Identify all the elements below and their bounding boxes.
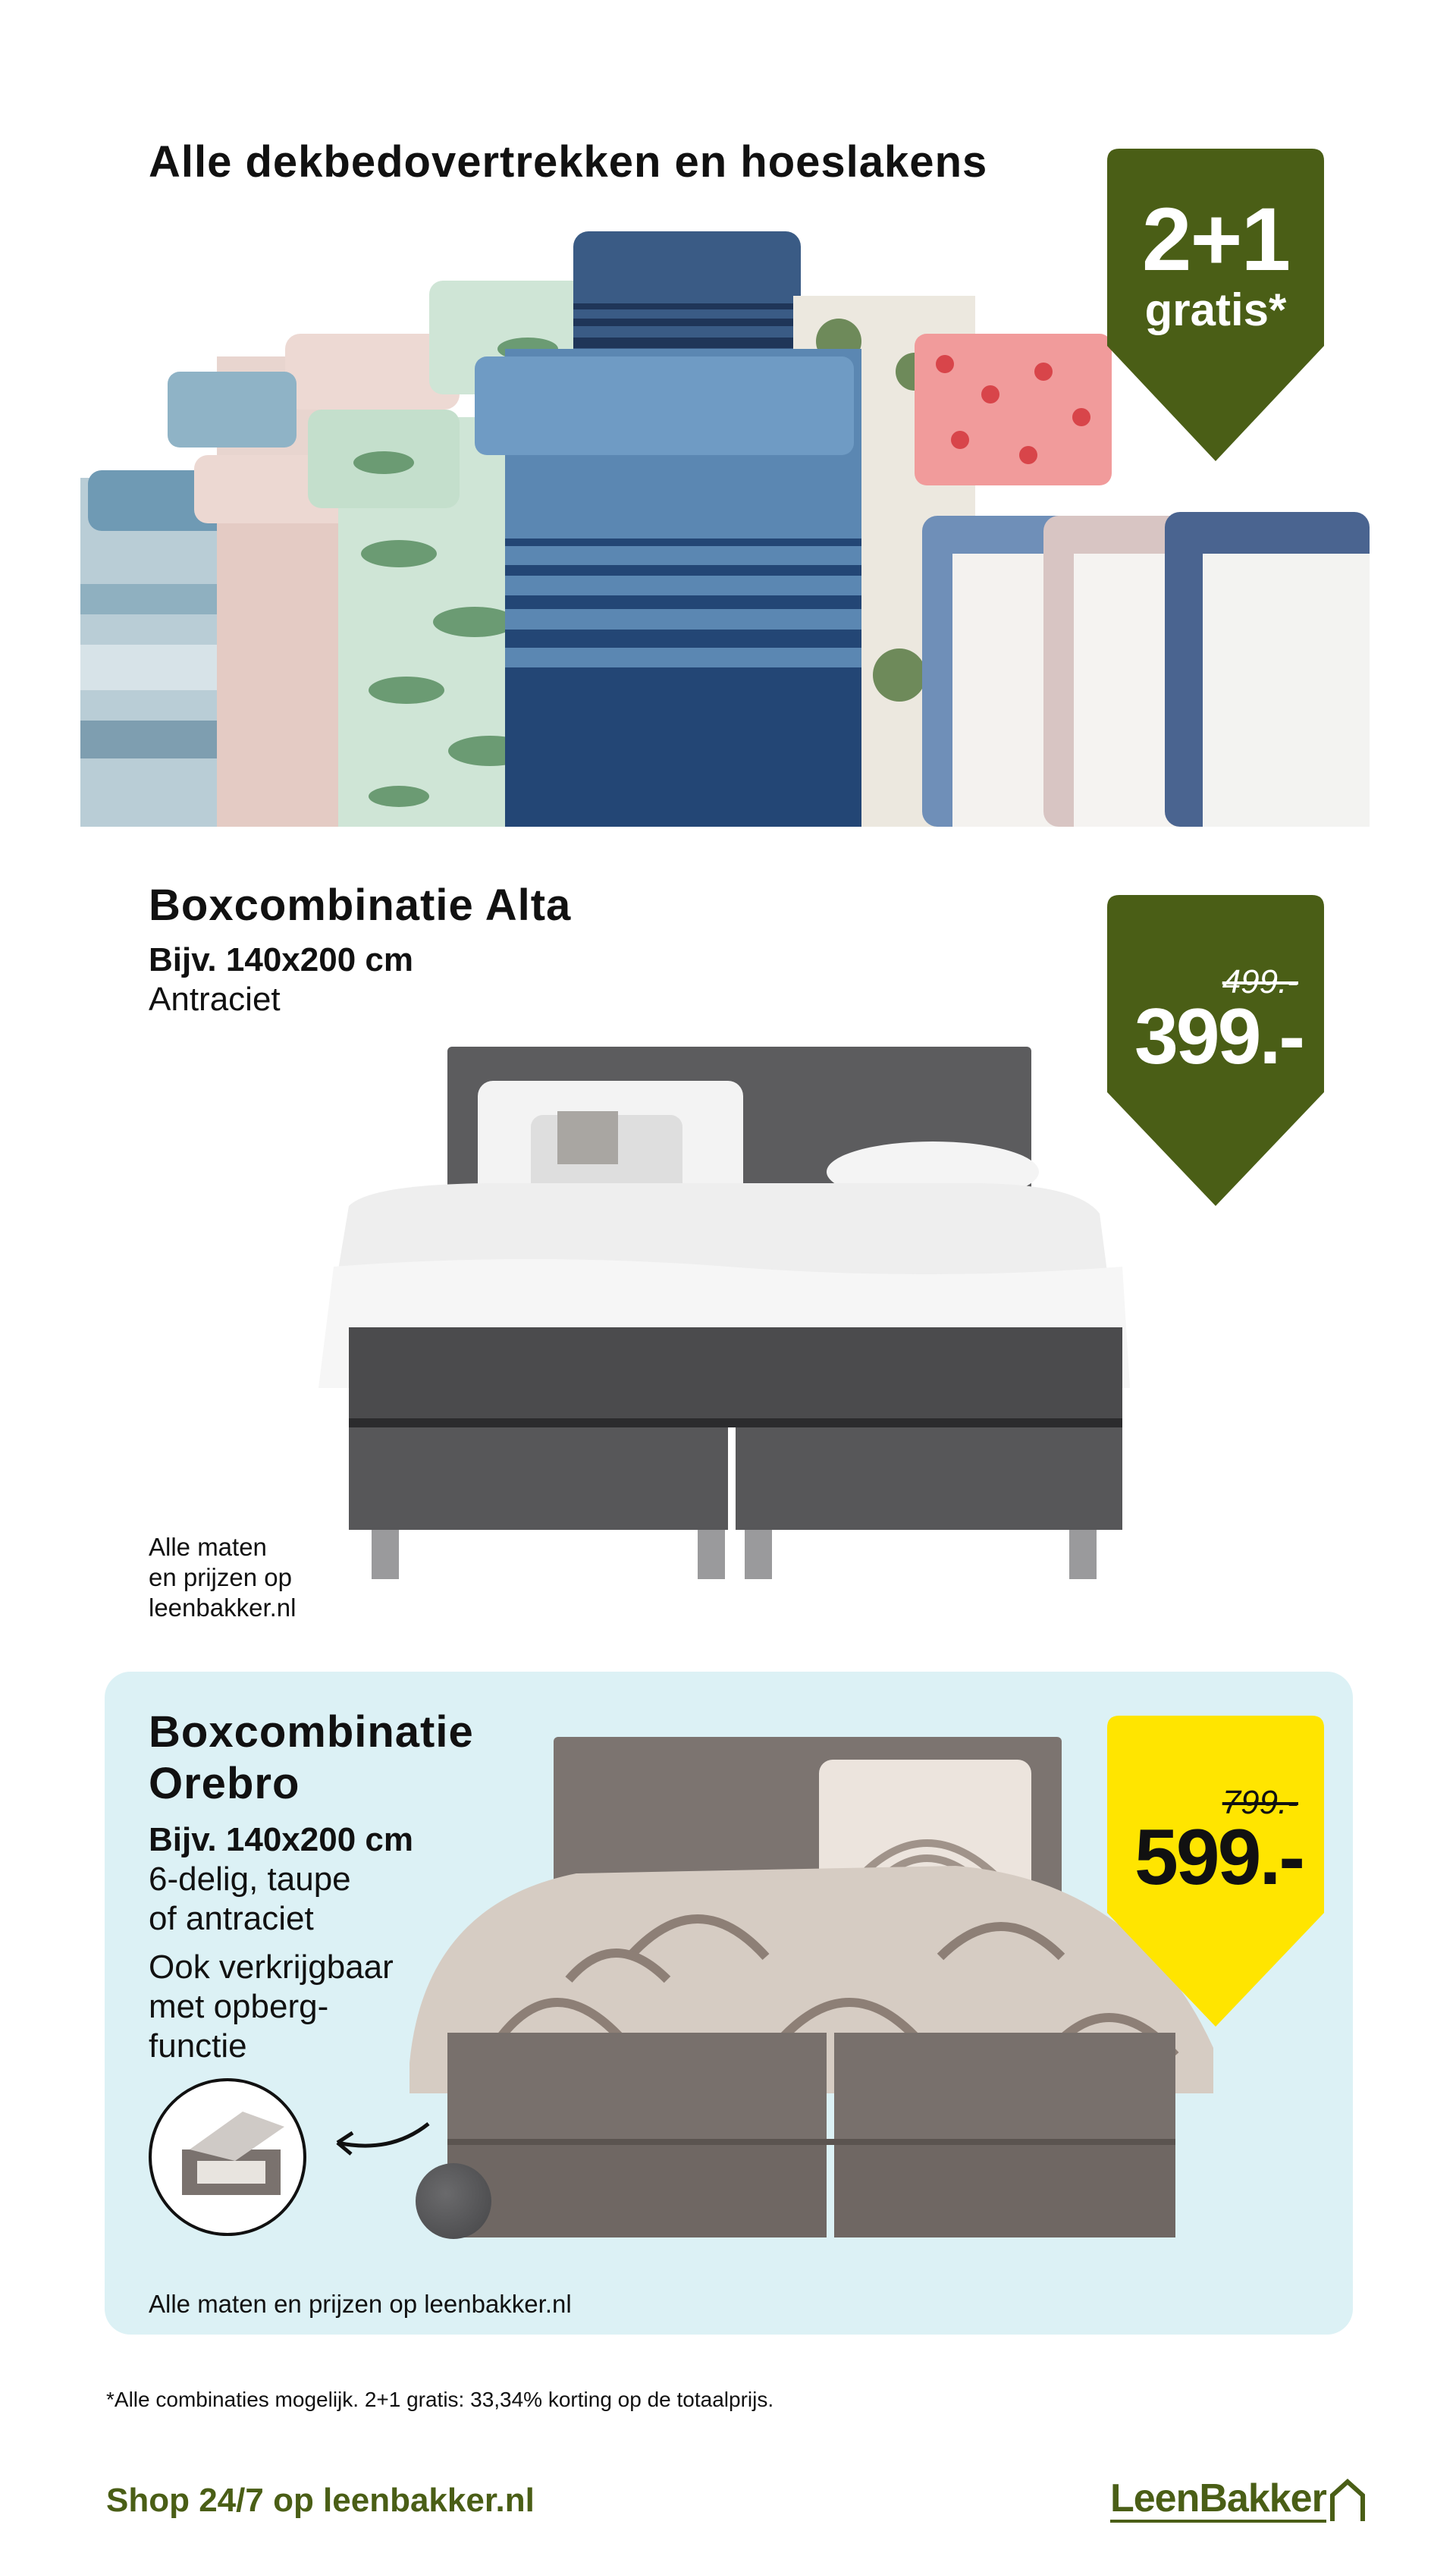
section3-extra	[149, 1948, 394, 2066]
fabric-swatch	[416, 2163, 491, 2239]
note-line: en prijzen op	[149, 1563, 292, 1591]
badge-sub-text: gratis*	[1144, 284, 1287, 335]
new-price: 599.-	[1134, 1813, 1303, 1901]
price-badge-orebro	[1107, 1716, 1324, 2042]
storage-function-thumbnail	[149, 2078, 306, 2236]
section3-size	[149, 1820, 413, 1860]
extra-line: met opberg-	[149, 1988, 329, 2025]
old-price: 499.-	[1222, 963, 1298, 1000]
price-badge-alta	[1107, 895, 1324, 1221]
badge-main-text: 2+1	[1141, 190, 1290, 290]
section3-specs	[149, 1820, 413, 1939]
section3-size-text: Bijv. 140x200 cm	[149, 1821, 413, 1858]
section1-title: Alle dekbedovertrekken en hoeslakens	[149, 137, 988, 187]
section3-title-line1: Boxcombinatie	[149, 1707, 474, 1757]
logo-text: LeenBakker	[1110, 2477, 1326, 2523]
extra-line: functie	[149, 2027, 247, 2065]
promo-badge-2plus1	[1107, 149, 1324, 475]
section2-color: Antraciet	[149, 981, 281, 1018]
section3-title-line2: Orebro	[149, 1759, 300, 1808]
old-price: 799.-	[1222, 1784, 1298, 1821]
section3-title	[149, 1707, 474, 1810]
note-line: leenbakker.nl	[149, 1594, 297, 1622]
section3-desc-line: 6-delig, taupe	[149, 1861, 351, 1898]
new-price: 399.-	[1134, 993, 1303, 1081]
note-line: Alle maten	[149, 1533, 267, 1561]
arrow-icon	[322, 2116, 436, 2162]
section2-note	[149, 1532, 296, 1623]
leenbakker-logo[interactable]	[1110, 2477, 1366, 2523]
house-icon	[1329, 2479, 1366, 2523]
footnote: *Alle combinaties mogelijk. 2+1 gratis: 33,34% korting op de totaalprijs.	[106, 2388, 774, 2411]
shop-online-link[interactable]: Shop 24/7 op leenbakker.nl	[106, 2482, 535, 2519]
extra-line: Ook verkrijgbaar	[149, 1949, 394, 1986]
section3-note: Alle maten en prijzen op leenbakker.nl	[149, 2290, 572, 2318]
section2-title: Boxcombinatie Alta	[149, 881, 572, 930]
section2-size	[149, 941, 413, 980]
section3-desc-line: of antraciet	[149, 1900, 314, 1937]
boxspring-alta-image	[303, 1039, 1213, 1585]
section2-size-text: Bijv. 140x200 cm	[149, 941, 413, 978]
storage-bed-icon	[152, 2081, 303, 2233]
